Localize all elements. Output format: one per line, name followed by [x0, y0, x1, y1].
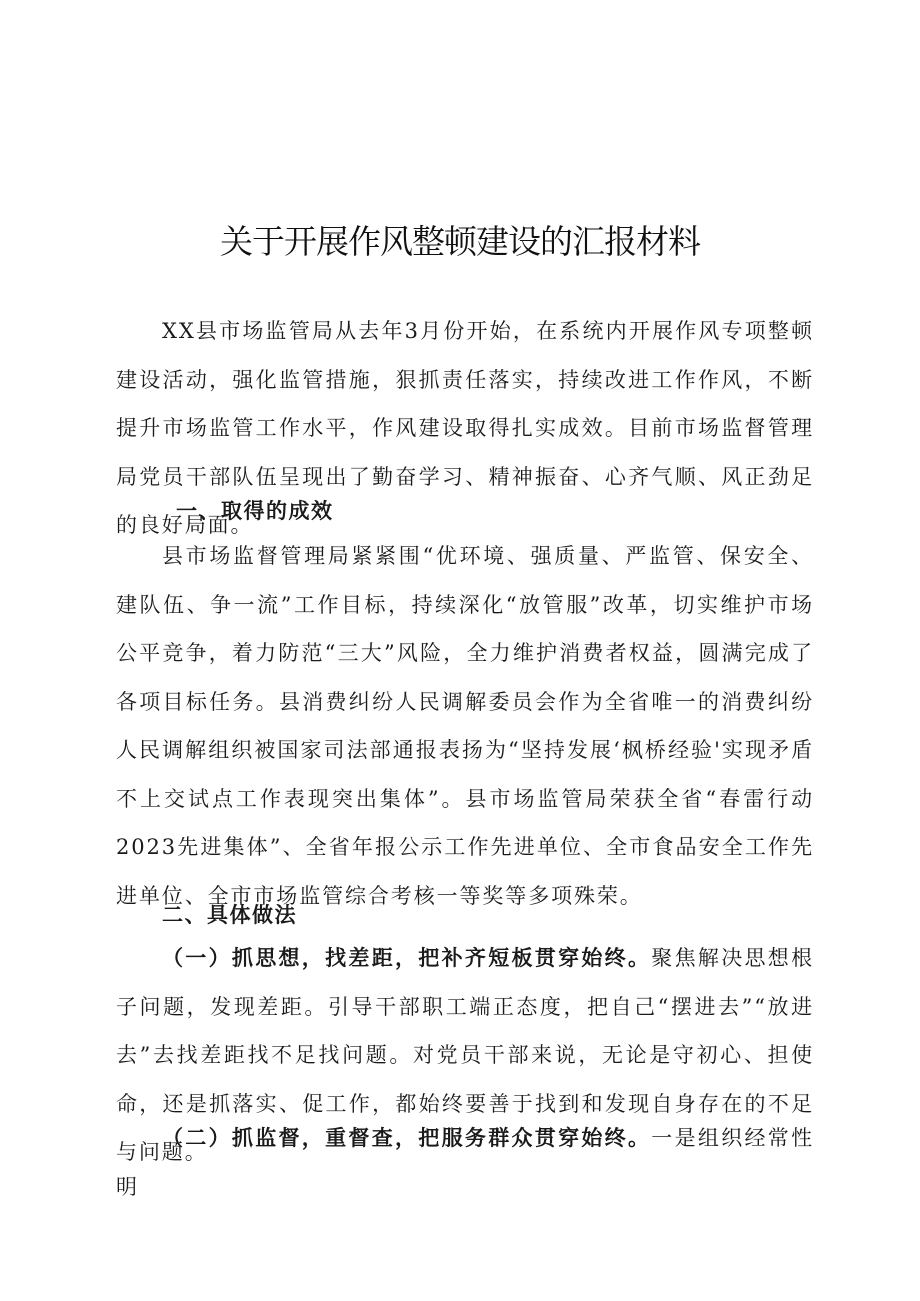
method-item-2-lead: （二）抓监督，重督查，把服务群众贯穿始终。: [162, 1125, 652, 1150]
section-heading-achievements: 一、取得的成效: [176, 498, 334, 523]
method-item-1-lead: （一）抓思想，找差距，把补齐短板贯穿始终。: [162, 945, 652, 970]
intro-paragraph: XX县市场监管局从去年3月份开始，在系统内开展作风专项整顿建设活动，强化监管措施，狠抓责任落实，持续改进工作作风，不断提升市场监管工作水平，作风建设取得扎实成效。目前市场监督管理局党员干部队伍呈现出了勤奋学习、精神振奋、心齐气顺、风正劲足的良好局面。: [116, 319, 814, 537]
document-title: 关于开展作风整顿建设的汇报材料: [220, 222, 700, 261]
method-item-2: [116, 1114, 814, 1211]
section-heading-methods: 二、具体做法: [162, 902, 297, 927]
method-item-1-text: 聚焦解决思想根子问题，发现差距。引导干部职工端正态度，把自己“摆进去”“放进去”去找差距找不足找问题。对党员干部来说，无论是守初心、担使命，还是抓落实、促工作，都始终要善于找到和发现自身存在的不足与问题。: [116, 946, 814, 1164]
method-item-2-text: 一是组织经常性明: [116, 1126, 814, 1199]
achievements-paragraph: 县市场监督管理局紧紧围“优环境、强质量、严监管、保安全、建队伍、争一流”工作目标，持续深化“放管服”改革，切实维护市场公平竞争，着力防范“三大”风险，全力维护消费者权益，圆满完成了各项目标任务。县消费纠纷人民调解委员会作为全省唯一的消费纠纷人民调解组织被国家司法部通报表扬为“坚持发展‘枫桥经验'实现矛盾不上交试点工作表现突出集体”。县市场监管局荣获全省“春雷行动2023先进集体”、全省年报公示工作先进单位、全市食品安全工作先进单位、全市市场监管综合考核一等奖等多项殊荣。: [116, 544, 814, 908]
